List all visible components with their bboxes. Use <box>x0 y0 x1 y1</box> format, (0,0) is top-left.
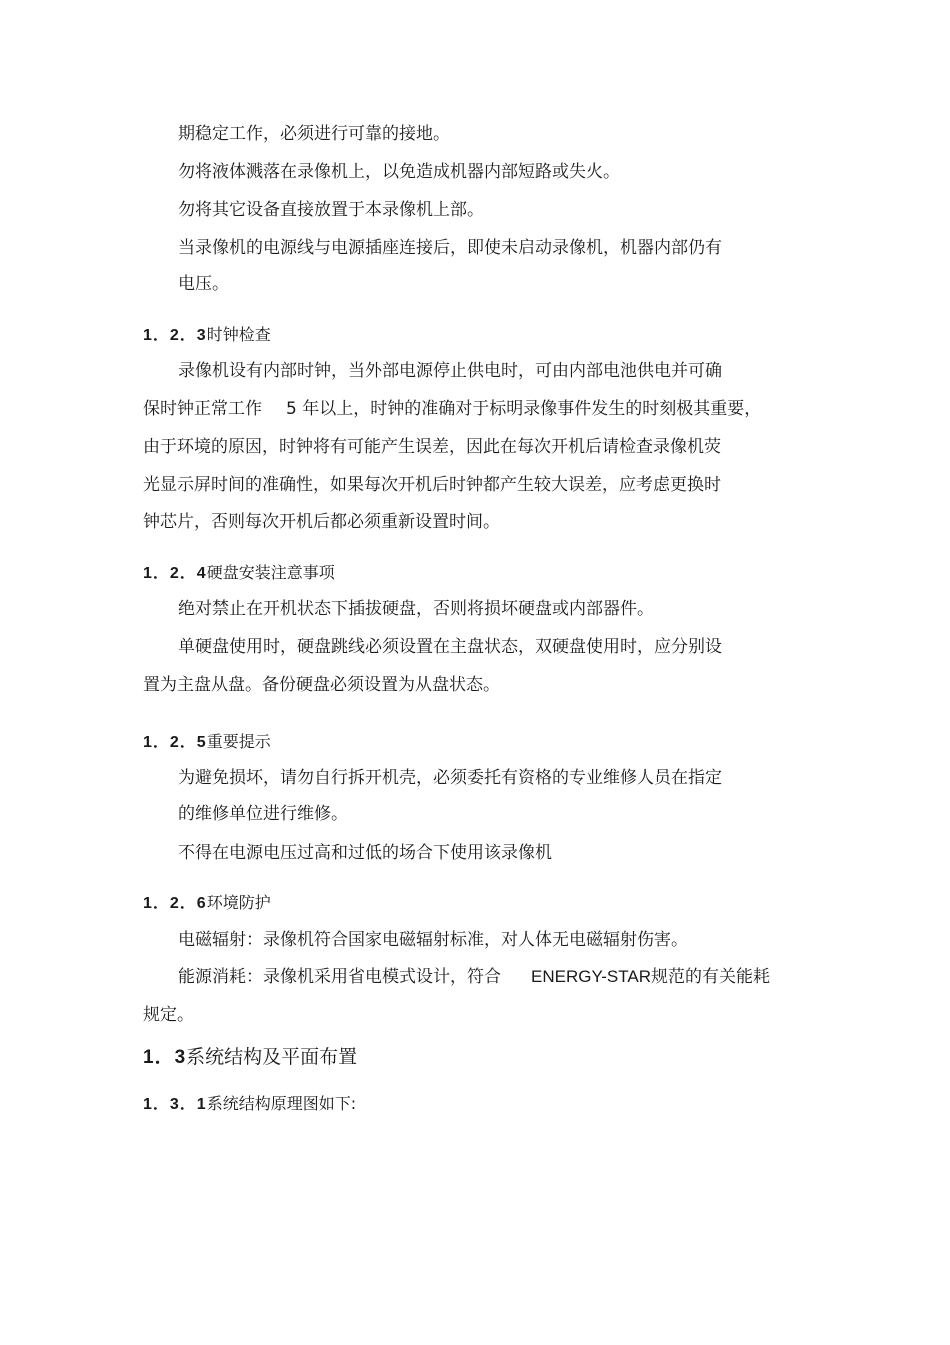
section-title: 时钟检查 <box>206 325 271 344</box>
para-1-2-3-line-2 <box>143 397 761 421</box>
section-heading-1-2-4 <box>143 561 335 586</box>
para-1-2-5-line-3: 不得在电源电压过高和过低的场合下使用该录像机 <box>178 843 552 863</box>
para-1-2-4-line-1: 绝对禁止在开机状态下插拔硬盘，否则将损坏硬盘或内部器件。 <box>178 599 654 619</box>
para-1-2-4-line-3: 置为主盘从盘。备份硬盘必须设置为从盘状态。 <box>143 675 500 695</box>
section-heading-1-3 <box>143 1045 357 1070</box>
section-heading-1-3-1 <box>143 1092 356 1117</box>
para-1-2-6-line-2 <box>178 965 770 989</box>
para-1-2-3-line-1: 录像机设有内部时钟，当外部电源停止供电时，可由内部电池供电并可确 <box>178 361 722 381</box>
section-heading-1-2-3 <box>143 323 271 348</box>
energy-star-text: ENERGY-STAR <box>531 967 651 986</box>
section-number: 1．3 <box>143 1047 187 1068</box>
para-text: 规范的有关能耗 <box>650 967 770 987</box>
para-1-2-3-line-3: 由于环境的原因，时钟将有可能产生误差，因此在每次开机后请检查录像机荧 <box>143 437 721 457</box>
para-text: 5 年以上，时钟的准确对于标明录像事件发生的时刻极其重要， <box>286 399 762 419</box>
section-title: 硬盘安装注意事项 <box>206 563 335 582</box>
para-1-2-6-line-3: 规定。 <box>143 1005 194 1025</box>
intro-line-4: 当录像机的电源线与电源插座连接后，即使未启动录像机，机器内部仍有 <box>178 238 722 258</box>
para-1-2-3-line-5: 钟芯片，否则每次开机后都必须重新设置时间。 <box>143 512 500 532</box>
intro-line-3: 勿将其它设备直接放置于本录像机上部。 <box>178 200 484 220</box>
section-title: 环境防护 <box>206 893 271 912</box>
section-number: 1．2．6 <box>143 895 207 912</box>
section-heading-1-2-6 <box>143 891 271 916</box>
intro-line-5: 电压。 <box>178 274 229 294</box>
section-title: 重要提示 <box>206 732 271 751</box>
para-text: 能源消耗：录像机采用省电模式设计，符合 <box>178 967 501 987</box>
section-heading-1-2-5 <box>143 730 271 755</box>
section-number: 1．2．3 <box>143 327 207 344</box>
intro-line-2: 勿将液体溅落在录像机上，以免造成机器内部短路或失火。 <box>178 162 620 182</box>
para-1-2-5-line-1: 为避免损坏，请勿自行拆开机壳，必须委托有资格的专业维修人员在指定 <box>178 768 722 788</box>
section-title: 系统结构及平面布置 <box>186 1046 358 1068</box>
para-1-2-5-line-2: 的维修单位进行维修。 <box>178 804 348 824</box>
section-number: 1．2．4 <box>143 565 207 582</box>
intro-line-1: 期稳定工作，必须进行可靠的接地。 <box>178 124 450 144</box>
para-text: 保时钟正常工作 <box>143 399 262 419</box>
section-title: 系统结构原理图如下: <box>206 1094 357 1113</box>
section-number: 1．2．5 <box>143 734 207 751</box>
para-1-2-4-line-2: 单硬盘使用时，硬盘跳线必须设置在主盘状态，双硬盘使用时，应分别设 <box>178 637 722 657</box>
section-number: 1．3．1 <box>143 1096 207 1113</box>
para-1-2-3-line-4: 光显示屏时间的准确性，如果每次开机后时钟都产生较大误差，应考虑更换时 <box>143 475 721 495</box>
para-1-2-6-line-1: 电磁辐射：录像机符合国家电磁辐射标准，对人体无电磁辐射伤害。 <box>178 930 688 950</box>
